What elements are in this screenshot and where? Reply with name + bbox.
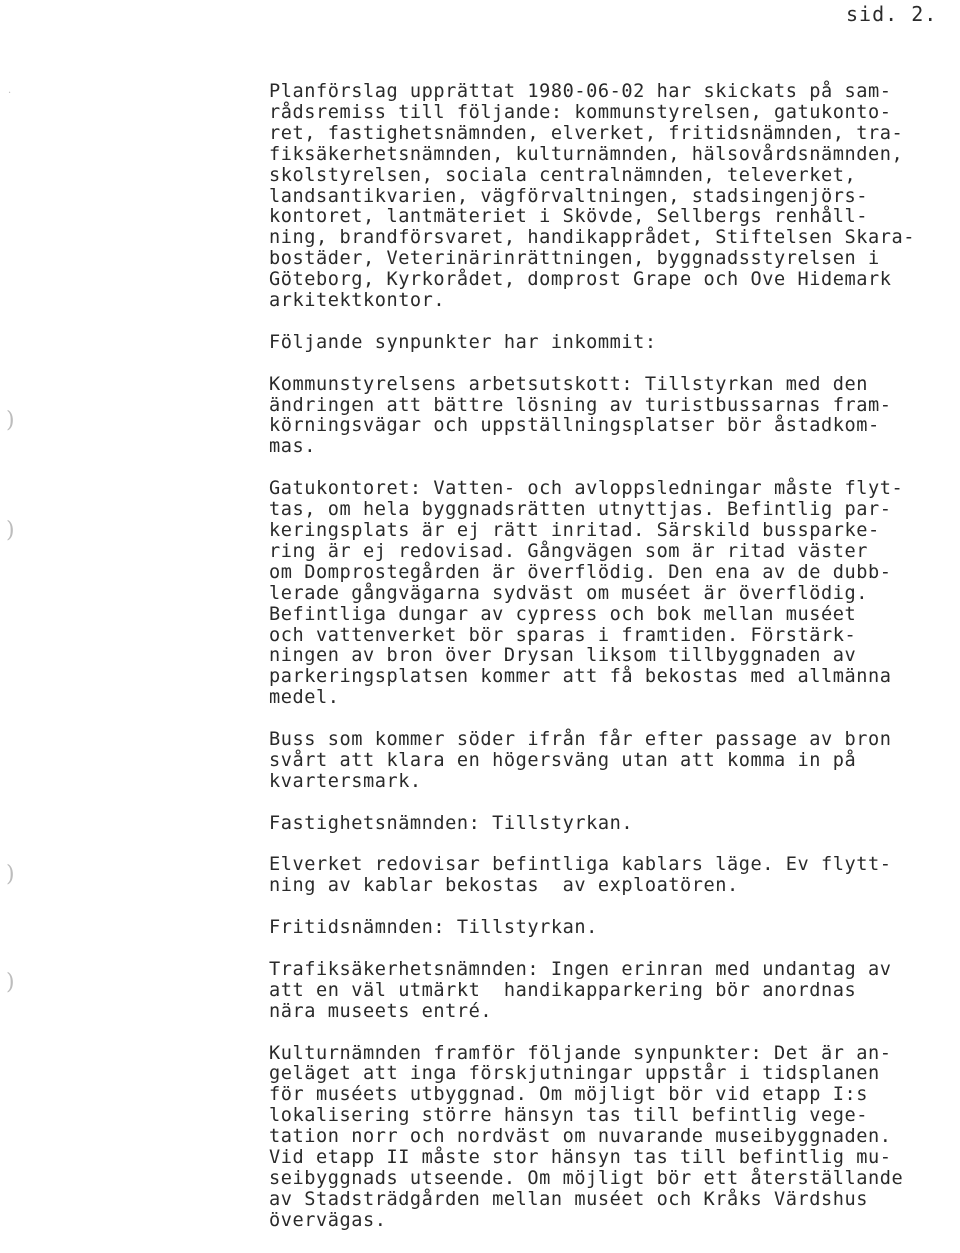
paragraph-trafiksakerhetsnamnden — [269, 960, 949, 1023]
paragraph-gatukontoret — [269, 479, 949, 709]
text-line: ret, fastighetsnämnden, elverket, fritidsnämnden, tra- — [269, 122, 904, 144]
text-line: Kulturnämnden framför följande synpunkter: Det är an- — [269, 1042, 892, 1064]
text-line: tation norr och nordväst om nuvarande museibyggnaden. — [269, 1126, 892, 1148]
text-line: för muséets utbyggnad. Om möjligt bör vid etapp I:s — [269, 1084, 868, 1106]
text-line: Fritidsnämnden: Tillstyrkan. — [269, 917, 598, 939]
text-line: keringsplats är ej rätt inritad. Särskild bussparke- — [269, 519, 880, 541]
text-line: landsantikvarien, vägförvaltningen, stadsingenjörs- — [269, 185, 868, 207]
text-line: Fastighetsnämnden: Tillstyrkan. — [269, 812, 634, 834]
scan-mark-3: ) — [6, 518, 15, 543]
text-line: av Stadsträdgården mellan muséet och Kråks Värdshus — [269, 1188, 868, 1210]
text-line: tas, om hela byggnadsrätten utnyttjas. Befintlig par- — [269, 499, 892, 521]
page-number: sid. 2. — [846, 2, 938, 26]
text-line: Planförslag upprättat 1980-06-02 har skickats på sam- — [269, 81, 892, 102]
text-line: Kommunstyrelsens arbetsutskott: Tillstyrkan med den — [269, 373, 868, 395]
scan-mark-5: ) — [6, 970, 15, 995]
text-line: Följande synpunkter har inkommit: — [269, 331, 657, 353]
text-line: lerade gångvägarna sydväst om muséet är överflödig. — [269, 582, 868, 604]
paragraph-kulturnamnden — [269, 1044, 949, 1232]
text-line: ningen av bron över Drysan liksom tillbyggnaden av — [269, 645, 857, 667]
paragraph-elverket — [269, 855, 949, 897]
text-line: ning, brandförsvaret, handikapprådet, Stiftelsen Skara- — [269, 227, 915, 249]
paragraph-buss — [269, 730, 949, 793]
text-line: svårt att klara en högersväng utan att komma in på — [269, 749, 857, 771]
text-line: parkeringsplatsen kommer att få bekostas med allmänna — [269, 666, 892, 688]
text-line: övervägas. — [269, 1209, 387, 1231]
text-line: om Domprostegården är överflödig. Den ena av de dubb- — [269, 561, 892, 583]
text-line: lokalisering större hänsyn tas till befintlig vege- — [269, 1105, 868, 1127]
text-line: skolstyrelsen, sociala centralnämnden, televerket, — [269, 164, 857, 186]
text-line: Buss som kommer söder ifrån får efter passage av bron — [269, 729, 892, 751]
text-line: Elverket redovisar befintliga kablars läge. Ev flytt- — [269, 854, 892, 876]
text-line: nära museets entré. — [269, 1000, 493, 1022]
text-line: fiksäkerhetsnämnden, kulturnämnden, hälsovårdsnämnden, — [269, 143, 904, 165]
text-line: Gatukontoret: Vatten- och avloppsledningar måste flyt- — [269, 478, 904, 500]
text-line: bostäder, Veterinärinrättningen, byggnadsstyrelsen i — [269, 248, 880, 270]
text-line: kontoret, lantmäteriet i Skövde, Sellbergs renhåll- — [269, 206, 868, 228]
paragraph-kommunstyrelsen — [269, 375, 949, 459]
text-line: kvartersmark. — [269, 770, 422, 792]
paragraph-fastighetsnamnden — [269, 814, 949, 835]
text-line: ändringen att bättre lösning av turistbussarnas fram- — [269, 394, 892, 416]
paragraph-fritidsnamnden — [269, 918, 949, 939]
text-line: Göteborg, Kyrkorådet, domprost Grape och Ove Hidemark — [269, 269, 892, 291]
text-line: Vid etapp II måste stor hänsyn tas till befintlig mu- — [269, 1147, 892, 1169]
text-line: arkitektkontor. — [269, 290, 446, 312]
scan-mark-2: ) — [6, 408, 15, 433]
text-line: ring är ej redovisad. Gångvägen som är ritad väster — [269, 540, 868, 562]
paragraph-planforslag — [269, 82, 949, 312]
text-line: Trafiksäkerhetsnämnden: Ingen erinran med undantag av — [269, 958, 892, 980]
text-line: och vattenverket bör sparas i framtiden. Förstärk- — [269, 624, 857, 646]
text-line: medel. — [269, 687, 340, 709]
scan-mark-1: · — [8, 88, 12, 99]
text-line: rådsremiss till följande: kommunstyrelsen, gatukonto- — [269, 101, 892, 123]
paragraph-foljande — [269, 333, 949, 354]
text-line: mas. — [269, 436, 316, 458]
scan-mark-4: ) — [6, 862, 15, 887]
text-line: ning av kablar bekostas av exploatören. — [269, 875, 739, 897]
text-line: att en väl utmärkt handikapparkering bör anordnas — [269, 979, 857, 1001]
text-line: geläget att inga förskjutningar uppstår i tidsplanen — [269, 1063, 880, 1085]
document-body — [269, 82, 949, 1253]
text-line: Befintliga dungar av cypress och bok mellan muséet — [269, 603, 857, 625]
text-line: körningsvägar och uppställningsplatser bör åstadkom- — [269, 415, 880, 437]
text-line: seibyggnads utseende. Om möjligt bör ett återställande — [269, 1167, 904, 1189]
